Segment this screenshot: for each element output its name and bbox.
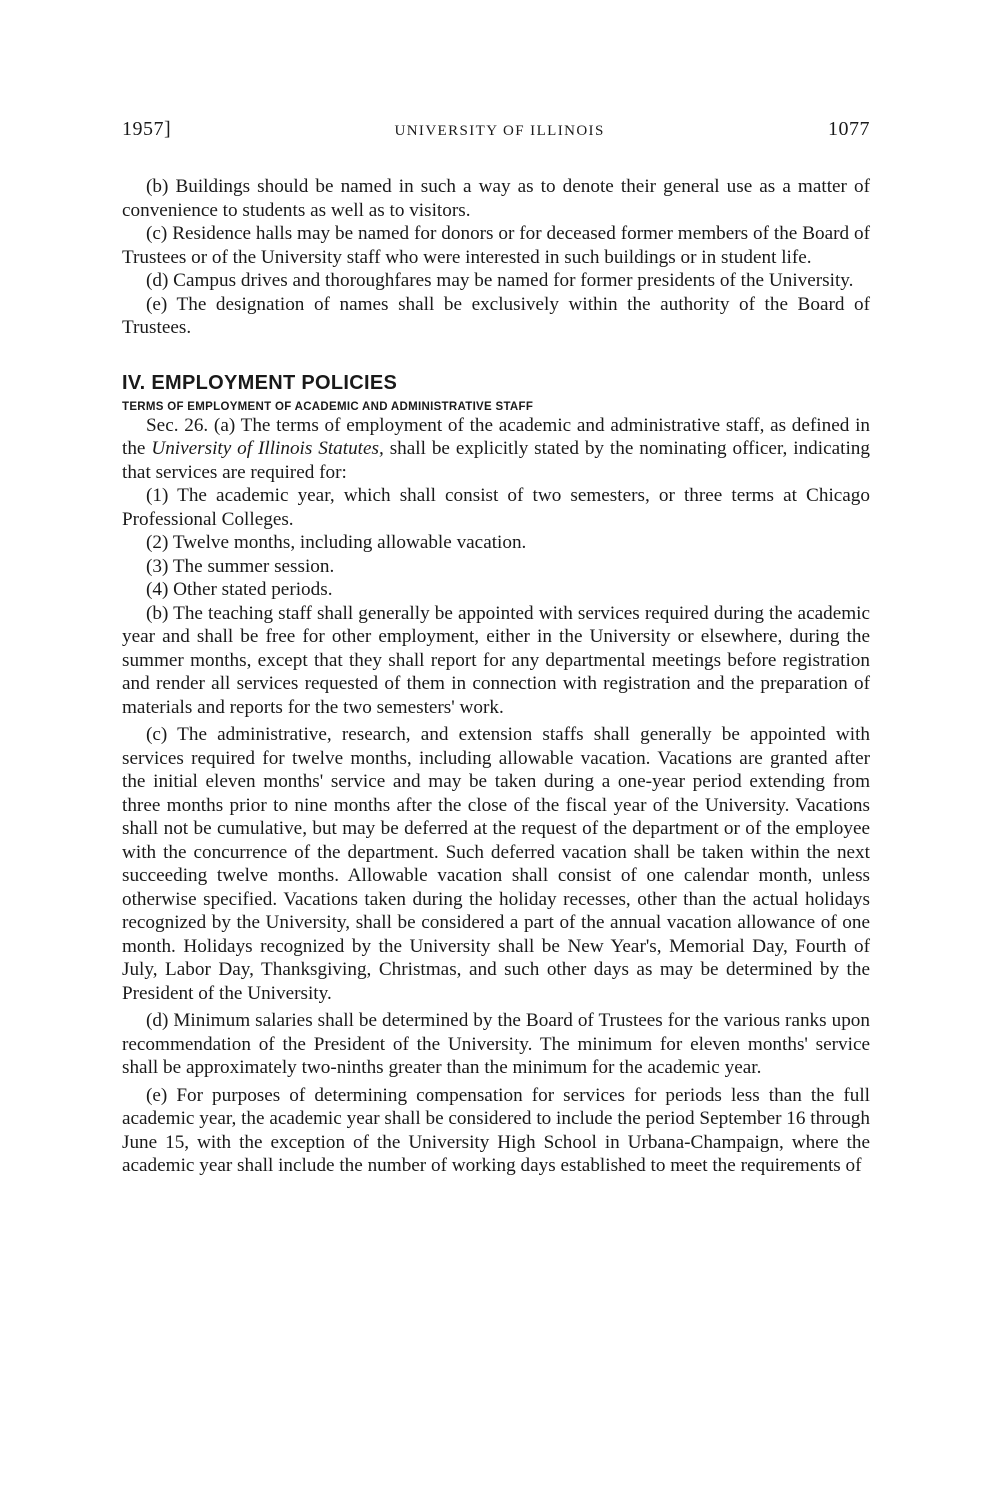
list-item-other-periods: (4) Other stated periods. — [146, 579, 333, 600]
paragraph-c-administrative-staff: (c) The administrative, research, and extension staffs shall generally be appointed with services required for twelve months, including allowable vacation. Vacations are granted after the initial eleven months' service and may be taken during a one-year period extending from three months prior to nine months after the close of the fiscal year of the University. Vacations shall not be cumulative, but may be deferred at the request of the department or of the employee with the concurrence of the department. Such deferred vacation shall be taken within the next succeeding twelve months. Allowable vacation shall consist of one calendar month, unless otherwise specified. Vacations taken during the holiday recesses, other than the actual holidays recognized by the University, shall be considered a part of the annual vacation allowance of one month. Holidays recognized by the University shall be New Year's, Memorial Day, Fourth of July, Labor Day, Thanksgiving, Christmas, and such other days as may be determined by the President of the University. — [122, 724, 870, 1004]
header-page-number: 1077 — [828, 118, 870, 140]
paragraph-b-buildings: (b) Buildings should be named in such a way as to denote their general use as a matter of convenience to students as well as to visitors. — [122, 176, 870, 221]
paragraph-d-campus-drives: (d) Campus drives and thoroughfares may be named for former presidents of the University. — [146, 270, 854, 291]
paragraph-e-compensation: (e) For purposes of determining compensation for services for periods less than the full academic year, the academic year shall be considered to include the period September 16 through June 15, with the exception of the University High School in Urbana-Champaign, where the academic year shall include the number of working days established to meet the requirements of — [122, 1084, 870, 1176]
section-spacer — [122, 340, 870, 372]
running-header — [122, 118, 870, 141]
header-year: 1957] — [122, 118, 172, 140]
paragraph-c-residence-halls: (c) Residence halls may be named for donors or for deceased former members of the Board of Trustees or of the University staff who were interested in such buildings or in student life. — [122, 223, 870, 268]
paragraph-b-teaching-staff: (b) The teaching staff shall generally be appointed with services required during the academic year and shall be free for other employment, either in the University or elsewhere, during the summer months, except that they shall report for any departmental meetings before registration and render all services requested of them in connection with registration and the preparation of materials and reports for the two semesters' work. — [122, 602, 870, 718]
sec26a-statutes-title: University of Illinois Statutes, — [151, 438, 384, 459]
sec26a-text-before: Sec. 26. (a) The terms of employment of the academic and administrative staff, as defined in the — [122, 414, 870, 459]
paragraph-d-minimum-salaries: (d) Minimum salaries shall be determined by the Board of Trustees for the various ranks upon recommendation of the President of the University. The minimum for eleven months' service shall be approximately two-ninths greater than the minimum for the academic year. — [122, 1010, 870, 1078]
list-item-summer-session: (3) The summer session. — [146, 555, 335, 577]
section-heading: IV. EMPLOYMENT POLICIES — [122, 371, 398, 394]
header-title: UNIVERSITY OF ILLINOIS — [394, 123, 605, 139]
list-item-academic-year: (1) The academic year, which shall consist of two semesters, or three terms at Chicago Professional Colleges. — [122, 485, 870, 530]
document-page — [122, 118, 870, 1178]
paragraph-sec26-a — [122, 414, 870, 485]
sec26a-text-after: shall be explicitly stated by the nominating officer, indicating that services are required for: — [122, 438, 870, 483]
paragraph-e-designation: (e) The designation of names shall be exclusively within the authority of the Board of Trustees. — [122, 293, 870, 338]
section-subheading: TERMS OF EMPLOYMENT OF ACADEMIC AND ADMINISTRATIVE STAFF — [122, 400, 534, 413]
list-item-twelve-months: (2) Twelve months, including allowable vacation. — [146, 532, 527, 553]
